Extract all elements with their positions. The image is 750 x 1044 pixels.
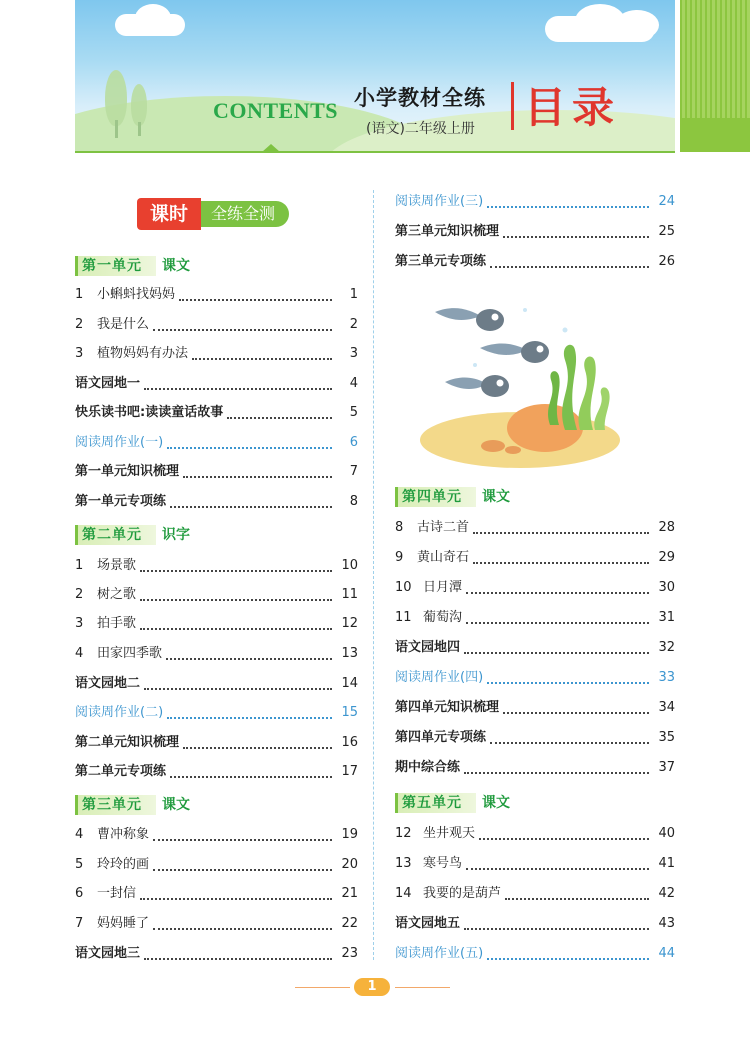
toc-entry[interactable]: [75, 433, 358, 453]
page-number: 34: [658, 700, 675, 715]
toc-entry[interactable]: [75, 556, 358, 576]
cloud-icon: [135, 4, 171, 32]
entry-title: 植物妈妈有办法: [97, 346, 189, 361]
entry-title: 小蝌蚪找妈妈: [97, 287, 176, 302]
lesson-number: 6: [75, 886, 84, 901]
unit-heading: [75, 524, 190, 546]
entry-title: 寒号鸟: [423, 856, 463, 871]
entry-title: 玲玲的画: [97, 857, 150, 872]
header-pointer: [262, 144, 280, 152]
leader-dots: [490, 265, 649, 268]
toc-entry[interactable]: [75, 703, 358, 723]
page-number: 35: [658, 730, 675, 745]
toc-entry[interactable]: [75, 585, 358, 605]
seaweed-shape: [578, 356, 595, 430]
leader-dots: [487, 681, 649, 684]
entry-title: 语文园地三: [75, 946, 141, 961]
tadpole-tail-shape: [445, 378, 487, 389]
tadpole-eye: [492, 314, 499, 321]
entry-title: 曹冲称象: [97, 827, 150, 842]
entry-title: 语文园地四: [395, 640, 461, 655]
entry-title: 语文园地一: [75, 376, 141, 391]
toc-entry[interactable]: [395, 698, 675, 718]
page-number: 12: [341, 616, 358, 631]
toc-entry[interactable]: [395, 914, 675, 934]
toc-entry[interactable]: [75, 762, 358, 782]
page-number: 4: [349, 376, 358, 391]
leader-dots: [167, 446, 332, 449]
unit-name: 第三单元: [75, 795, 156, 815]
page-number-badge: 1: [354, 978, 390, 996]
toc-entry[interactable]: [395, 884, 675, 904]
leader-dots: [487, 957, 649, 960]
tadpole-body-shape: [521, 341, 549, 363]
toc-entry[interactable]: [75, 944, 358, 964]
toc-entry[interactable]: [75, 914, 358, 934]
lesson-number: 3: [75, 616, 84, 631]
leader-dots: [466, 591, 649, 594]
lesson-number: 2: [75, 317, 84, 332]
toc-entry[interactable]: [75, 492, 358, 512]
page-title: 目录: [524, 83, 621, 132]
bubble-shape: [523, 308, 527, 312]
page-number: 15: [341, 705, 358, 720]
page-number: 16: [341, 735, 358, 750]
lesson-number: 3: [75, 346, 84, 361]
lesson-number: 4: [75, 646, 84, 661]
leader-dots: [466, 867, 649, 870]
leader-dots: [140, 598, 332, 601]
leader-dots: [167, 716, 332, 719]
column-divider: [373, 190, 374, 960]
tadpole-tail-shape: [480, 344, 527, 355]
toc-entry[interactable]: [395, 638, 675, 658]
page-number: 31: [658, 610, 675, 625]
lesson-number: 1: [75, 287, 84, 302]
unit-kind: 课文: [162, 797, 190, 813]
book-title: 小学教材全练: [354, 86, 486, 110]
page-number: 1: [349, 287, 358, 302]
lesson-number: 8: [395, 520, 404, 535]
page-number: 5: [349, 405, 358, 420]
page-number: 8: [349, 494, 358, 509]
tadpole-eye: [497, 380, 504, 387]
unit-kind: 课文: [482, 795, 510, 811]
toc-entry[interactable]: [395, 252, 675, 272]
leader-dots: [464, 927, 649, 930]
footer-rule-left: [295, 987, 350, 988]
bubble-shape: [473, 363, 477, 367]
entry-title: 树之歌: [97, 587, 137, 602]
unit-heading: [75, 255, 190, 277]
toc-entry[interactable]: [75, 374, 358, 394]
toc-entry[interactable]: [75, 285, 358, 305]
page-number: 40: [658, 826, 675, 841]
tadpole-body-shape: [476, 309, 504, 331]
unit-kind: 识字: [162, 527, 190, 543]
entry-title: 快乐读书吧:读读童话故事: [75, 405, 224, 420]
unit-kind: 课文: [482, 489, 510, 505]
badge-title: 课时: [137, 198, 201, 230]
leader-dots: [144, 387, 332, 390]
unit-name: 第五单元: [395, 793, 476, 813]
unit-heading: [395, 792, 510, 814]
page-number: 3: [349, 346, 358, 361]
unit-kind: 课文: [162, 258, 190, 274]
entry-title: 期中综合练: [395, 760, 461, 775]
toc-entry[interactable]: [75, 825, 358, 845]
lesson-number: 2: [75, 587, 84, 602]
leader-dots: [473, 531, 649, 534]
leader-dots: [503, 711, 649, 714]
pebble-shape: [481, 440, 505, 452]
entry-title: 阅读周作业(三): [395, 194, 484, 209]
footer-rule-right: [395, 987, 450, 988]
toc-entry[interactable]: [395, 548, 675, 568]
lesson-number: 11: [395, 610, 412, 625]
page-number: 30: [658, 580, 675, 595]
page-number: 2: [349, 317, 358, 332]
tree-icon: [131, 84, 147, 126]
leader-dots: [153, 927, 332, 930]
entry-title: 妈妈睡了: [97, 916, 150, 931]
entry-title: 阅读周作业(一): [75, 435, 164, 450]
entry-title: 第四单元专项练: [395, 730, 487, 745]
tree-trunk: [115, 120, 118, 138]
leader-dots: [179, 298, 332, 301]
lesson-number: 12: [395, 826, 412, 841]
leader-dots: [464, 771, 649, 774]
leader-dots: [144, 957, 332, 960]
lesson-number: 9: [395, 550, 404, 565]
entry-title: 第三单元知识梳理: [395, 224, 500, 239]
page-number: 10: [341, 558, 358, 573]
leader-dots: [183, 746, 332, 749]
page-number: 28: [658, 520, 675, 535]
page-number: 25: [658, 224, 675, 239]
entry-title: 第三单元专项练: [395, 254, 487, 269]
decorative-bar: [680, 118, 750, 152]
toc-entry[interactable]: [75, 674, 358, 694]
toc-entry[interactable]: [395, 608, 675, 628]
entry-title: 我是什么: [97, 317, 150, 332]
entry-title: 第四单元知识梳理: [395, 700, 500, 715]
toc-entry[interactable]: [75, 462, 358, 482]
header-divider: [75, 151, 675, 153]
toc-entry[interactable]: [395, 192, 675, 212]
toc-entry[interactable]: [75, 884, 358, 904]
toc-entry[interactable]: [395, 854, 675, 874]
entry-title: 拍手歌: [97, 616, 137, 631]
lesson-number: 13: [395, 856, 412, 871]
toc-entry[interactable]: [395, 518, 675, 538]
page-number: 32: [658, 640, 675, 655]
page-number: 29: [658, 550, 675, 565]
page-number: 7: [349, 464, 358, 479]
leader-dots: [140, 569, 332, 572]
toc-entry[interactable]: [75, 733, 358, 753]
entry-title: 第一单元专项练: [75, 494, 167, 509]
page-number: 21: [341, 886, 358, 901]
page-number: 11: [341, 587, 358, 602]
entry-title: 语文园地五: [395, 916, 461, 931]
tadpole-tail-shape: [435, 308, 481, 320]
leader-dots: [170, 505, 332, 508]
page-number: 22: [341, 916, 358, 931]
entry-title: 场景歌: [97, 558, 137, 573]
toc-entry[interactable]: [75, 644, 358, 664]
leader-dots: [144, 687, 332, 690]
entry-title: 阅读周作业(四): [395, 670, 484, 685]
book-subtitle: (语文)二年级上册: [366, 121, 475, 137]
lesson-number: 1: [75, 558, 84, 573]
page-number: 37: [658, 760, 675, 775]
leader-dots: [170, 775, 332, 778]
page-number: 33: [658, 670, 675, 685]
tree-icon: [105, 70, 127, 126]
leader-dots: [505, 897, 649, 900]
pebble-shape: [505, 446, 521, 454]
entry-title: 黄山奇石: [417, 550, 470, 565]
badge-subtitle: 全练全测: [197, 201, 289, 227]
leader-dots: [227, 416, 332, 419]
entry-title: 第二单元知识梳理: [75, 735, 180, 750]
lesson-number: 14: [395, 886, 412, 901]
entry-title: 我要的是葫芦: [423, 886, 502, 901]
leader-dots: [183, 475, 332, 478]
lesson-number: 10: [395, 580, 412, 595]
contents-heading: CONTENTS: [213, 98, 339, 123]
entry-title: 葡萄沟: [423, 610, 463, 625]
page-number: 23: [341, 946, 358, 961]
leader-dots: [473, 561, 649, 564]
lesson-number: 5: [75, 857, 84, 872]
tree-trunk: [138, 122, 141, 136]
toc-entry[interactable]: [395, 944, 675, 964]
leader-dots: [503, 235, 649, 238]
seaweed-shape: [594, 387, 609, 430]
unit-name: 第四单元: [395, 487, 476, 507]
toc-entry[interactable]: [395, 578, 675, 598]
page-number: 19: [341, 827, 358, 842]
page-number: 20: [341, 857, 358, 872]
page-number: 17: [341, 764, 358, 779]
leader-dots: [153, 838, 332, 841]
leader-dots: [192, 357, 332, 360]
entry-title: 田家四季歌: [97, 646, 163, 661]
page-number: 13: [341, 646, 358, 661]
leader-dots: [490, 741, 649, 744]
page-number: 26: [658, 254, 675, 269]
tadpoles-underwater-illustration: [415, 290, 625, 470]
leader-dots: [479, 837, 649, 840]
page-number: 43: [658, 916, 675, 931]
leader-dots: [140, 897, 332, 900]
lesson-number: 4: [75, 827, 84, 842]
section-badge: [137, 198, 293, 230]
cloud-icon: [615, 10, 659, 40]
entry-title: 阅读周作业(二): [75, 705, 164, 720]
entry-title: 第二单元专项练: [75, 764, 167, 779]
toc-entry[interactable]: [75, 403, 358, 423]
entry-title: 古诗二首: [417, 520, 470, 535]
tadpole-eye: [537, 346, 544, 353]
page-number: 44: [658, 946, 675, 961]
leader-dots: [153, 868, 332, 871]
entry-title: 语文园地二: [75, 676, 141, 691]
leader-dots: [464, 651, 649, 654]
toc-entry[interactable]: [395, 222, 675, 242]
toc-entry[interactable]: [395, 824, 675, 844]
leader-dots: [487, 205, 649, 208]
entry-title: 一封信: [97, 886, 137, 901]
entry-title: 坐井观天: [423, 826, 476, 841]
title-separator: [511, 82, 514, 130]
toc-entry[interactable]: [395, 728, 675, 748]
toc-entry[interactable]: [75, 855, 358, 875]
leader-dots: [140, 627, 332, 630]
toc-entry[interactable]: [395, 758, 675, 778]
unit-heading: [75, 794, 190, 816]
tadpole-body-shape: [481, 375, 509, 397]
unit-name: 第二单元: [75, 525, 156, 545]
page-number: 24: [658, 194, 675, 209]
page-number: 6: [349, 435, 358, 450]
entry-title: 第一单元知识梳理: [75, 464, 180, 479]
page-number: 41: [658, 856, 675, 871]
toc-entry[interactable]: [75, 614, 358, 634]
toc-entry[interactable]: [75, 315, 358, 335]
unit-name: 第一单元: [75, 256, 156, 276]
lesson-number: 7: [75, 916, 84, 931]
entry-title: 阅读周作业(五): [395, 946, 484, 961]
leader-dots: [466, 621, 649, 624]
toc-entry[interactable]: [395, 668, 675, 688]
page-number: 14: [341, 676, 358, 691]
bubble-shape: [563, 328, 568, 333]
unit-heading: [395, 486, 510, 508]
page-number: 42: [658, 886, 675, 901]
toc-entry[interactable]: [75, 344, 358, 364]
entry-title: 日月潭: [423, 580, 463, 595]
leader-dots: [166, 657, 332, 660]
leader-dots: [153, 328, 332, 331]
